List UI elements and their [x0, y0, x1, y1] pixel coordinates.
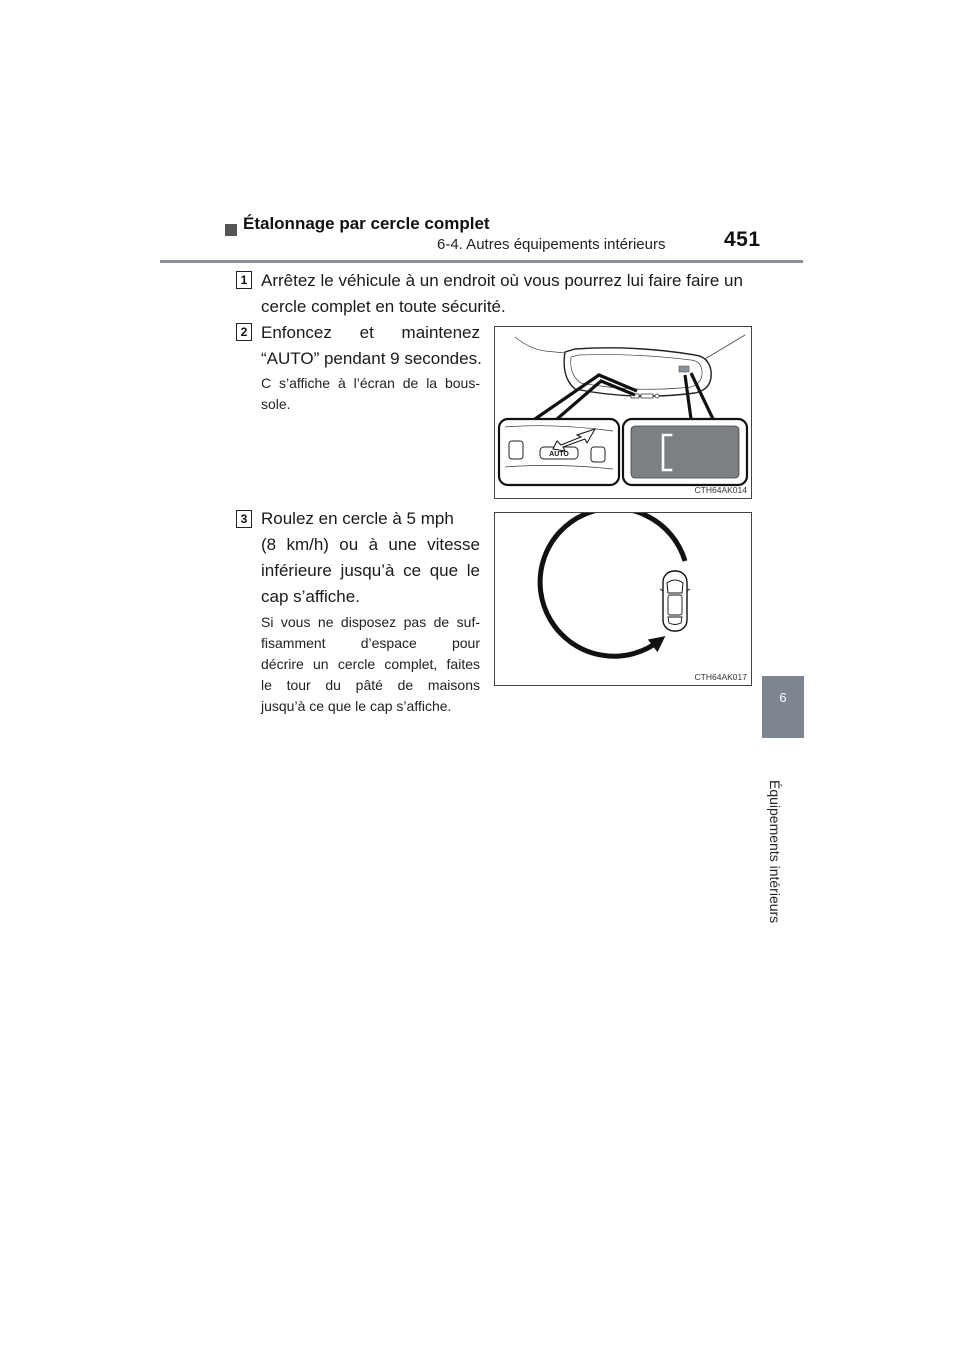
step-3-note-line1: Si vous ne disposez pas de suf-	[261, 614, 480, 630]
step-3-text-line2: (8 km/h) ou à une vitesse	[261, 535, 480, 554]
step-number-3: 3	[236, 510, 252, 528]
figure-code: CTH64AK017	[694, 672, 747, 682]
section-heading: Étalonnage par cercle complet	[243, 214, 490, 233]
step-3-note-line5: jusqu’à ce que le cap s’affiche.	[261, 698, 452, 714]
figure-code: CTH64AK014	[694, 485, 747, 495]
step-3-note-line2: fisamment d’espace pour	[261, 635, 480, 651]
step-2-note-line2: sole.	[261, 396, 291, 412]
header-section-title: 6-4. Autres équipements intérieurs	[437, 236, 666, 253]
step-1-text: Arrêtez le véhicule à un endroit où vous pourrez lui faire faire un cercle complet en toute sécurité.	[261, 271, 743, 316]
car-icon	[660, 571, 690, 631]
step-3-text-line3: inférieure jusqu’à ce que le	[261, 561, 480, 580]
step-number-2: 2	[236, 323, 252, 341]
step-2-text-line2: “AUTO” pendant 9 secondes.	[261, 349, 482, 368]
chapter-tab	[762, 676, 804, 738]
mirror-illustration	[495, 327, 751, 498]
square-bullet-icon	[225, 224, 237, 236]
circle-path-illustration	[495, 513, 751, 685]
chapter-number: 6	[779, 690, 787, 705]
mirror-compass-figure	[494, 326, 752, 499]
step-3-note-line3: décrire un cercle complet, faites	[261, 656, 480, 672]
step-3-note-line4: le tour du pâté de maisons	[261, 677, 480, 693]
circle-driving-figure	[494, 512, 752, 686]
page-number: 451	[724, 228, 761, 251]
step-2-note-line1: C s’affiche à l’écran de la bous-	[261, 375, 480, 391]
step-3-text-line4: cap s’affiche.	[261, 587, 360, 606]
header-divider	[160, 260, 803, 263]
chapter-title: Équipements intérieurs	[767, 780, 783, 924]
auto-button-label: AUTO	[549, 451, 569, 458]
step-number-1: 1	[236, 271, 252, 289]
step-2-text-line1: Enfoncez et maintenez	[261, 323, 480, 342]
step-3-text-line1: Roulez en cercle à 5 mph	[261, 509, 454, 528]
